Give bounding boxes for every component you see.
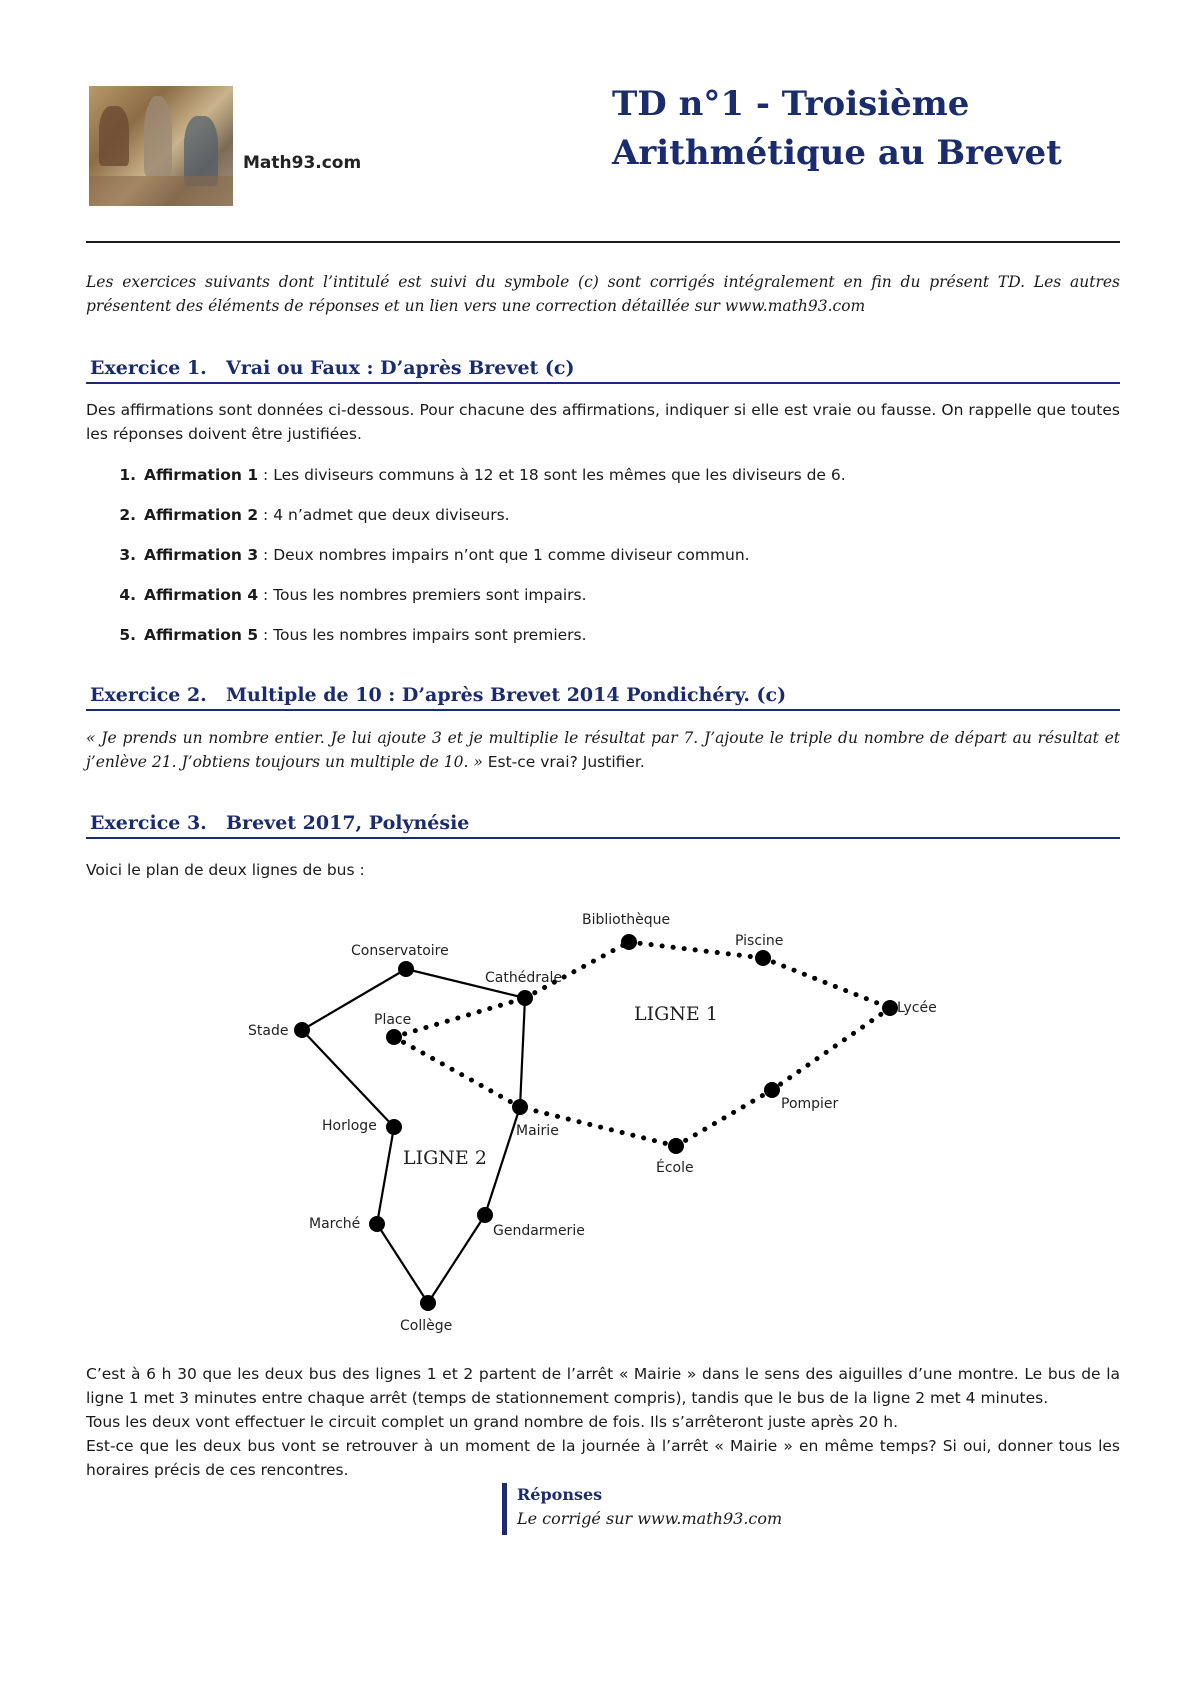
answer-link[interactable]: Le corrigé sur www.math93.com <box>517 1509 783 1528</box>
label-college: Collège <box>400 1318 453 1334</box>
item-label: Affirmation 2 <box>144 506 259 524</box>
stop-cathedrale <box>517 990 533 1006</box>
item-number: 5. <box>119 626 136 644</box>
answer-box <box>502 1483 782 1535</box>
exercise-3-text-2: Tous les deux vont effectuer le circuit complet un grand nombre de fois. Ils s’arrêteront juste après 20 h. <box>86 1413 899 1431</box>
item-number: 3. <box>119 546 136 564</box>
label-conservatoire: Conservatoire <box>351 943 449 959</box>
stop-gendarmerie <box>477 1207 493 1223</box>
exercise-2-heading <box>86 684 1120 711</box>
label-cathedrale: Cathédrale <box>485 970 563 986</box>
exercise-2-quote: « Je prends un nombre entier. Je lui ajoute 3 et je multiplie le résultat par 7. J’ajoute le triple du nombre de départ au résultat et j’enlève 21. J’obtiens toujours un multiple de 10. » <box>86 729 1120 771</box>
item-label: Affirmation 4 <box>144 586 259 604</box>
line-2-label: LIGNE 2 <box>403 1147 487 1169</box>
stop-place <box>386 1029 402 1045</box>
exercise-3-title: Brevet 2017, Polynésie <box>226 812 470 834</box>
label-marche: Marché <box>309 1216 361 1232</box>
item-number: 4. <box>119 586 136 604</box>
stop-ecole <box>668 1138 684 1154</box>
list-item <box>86 463 1120 503</box>
line-2-solid <box>302 969 525 1303</box>
item-text: : Deux nombres impairs n’ont que 1 comme diviseur commun. <box>258 546 750 564</box>
label-lycee: Lycée <box>897 1000 937 1016</box>
line-1-dotted <box>394 942 890 1146</box>
label-place: Place <box>374 1012 412 1028</box>
exercise-1-number: Exercice 1. <box>90 357 207 379</box>
label-pompier: Pompier <box>781 1096 839 1112</box>
title-divider <box>86 241 1120 243</box>
stop-college <box>420 1295 436 1311</box>
item-number: 1. <box>119 466 136 484</box>
exercise-2-number: Exercice 2. <box>90 684 207 706</box>
list-item <box>86 583 1120 623</box>
item-text: : Tous les nombres premiers sont impairs. <box>258 586 587 604</box>
stop-conservatoire <box>398 961 414 977</box>
list-item <box>86 543 1120 583</box>
page-title <box>612 80 1062 179</box>
stop-pompier <box>764 1082 780 1098</box>
stop-horloge <box>386 1119 402 1135</box>
list-item <box>86 503 1120 543</box>
intro-text: Les exercices suivants dont l’intitulé est suivi du symbole (c) sont corrigés intégralement en fin du présent TD. Les autres présentent des éléments de réponses et un lien vers une correction détaillée sur www.math93.com <box>86 273 1120 315</box>
exercise-1-title: Vrai ou Faux : D’après Brevet (c) <box>226 357 575 379</box>
exercise-3-text-3: Est-ce que les deux bus vont se retrouver à un moment de la journée à l’arrêt « Mairie » en même temps? Si oui, donner tous les horaires précis de ces rencontres. <box>86 1437 1120 1479</box>
label-horloge: Horloge <box>322 1118 377 1134</box>
item-text: : Tous les nombres impairs sont premiers. <box>258 626 587 644</box>
exercise-3-number: Exercice 3. <box>90 812 207 834</box>
item-label: Affirmation 5 <box>144 626 259 644</box>
item-text: : Les diviseurs communs à 12 et 18 sont les mêmes que les diviseurs de 6. <box>258 466 846 484</box>
item-label: Affirmation 3 <box>144 546 259 564</box>
affirmation-list <box>86 463 1120 663</box>
stop-marche <box>369 1216 385 1232</box>
exercise-2-title: Multiple de 10 : D’après Brevet 2014 Pondichéry. (c) <box>226 684 787 706</box>
exercise-2-text <box>86 726 1120 774</box>
exercise-3-heading <box>86 812 1120 839</box>
logo-image <box>89 86 233 206</box>
item-number: 2. <box>119 506 136 524</box>
logo-text: Math93.com <box>243 153 362 173</box>
line-1-label: LIGNE 1 <box>634 1003 718 1025</box>
item-text: : 4 n’admet que deux diviseurs. <box>258 506 510 524</box>
item-label: Affirmation 1 <box>144 466 259 484</box>
bus-map <box>0 890 1200 1340</box>
label-ecole: École <box>656 1160 694 1176</box>
stop-piscine <box>755 950 771 966</box>
title-line-1: TD n°1 - Troisième <box>612 84 970 124</box>
label-piscine: Piscine <box>735 933 784 949</box>
stop-mairie <box>512 1099 528 1115</box>
exercise-3-body <box>86 1362 1120 1482</box>
label-stade: Stade <box>248 1023 289 1039</box>
stop-lycee <box>882 1000 898 1016</box>
bus-stops <box>294 934 898 1311</box>
exercise-1-heading <box>86 357 1120 384</box>
answer-title: Réponses <box>517 1485 603 1504</box>
list-item <box>86 623 1120 663</box>
stop-bibliotheque <box>621 934 637 950</box>
exercise-2-question: Est-ce vrai? Justifier. <box>482 753 645 771</box>
title-line-2: Arithmétique au Brevet <box>612 133 1062 174</box>
label-gendarmerie: Gendarmerie <box>493 1223 585 1239</box>
label-mairie: Mairie <box>516 1123 559 1139</box>
exercise-3-intro: Voici le plan de deux lignes de bus : <box>86 861 365 879</box>
exercise-1-statement: Des affirmations sont données ci-dessous. Pour chacune des affirmations, indiquer si elle est vraie ou fausse. On rappelle que toutes les réponses doivent être justifiées. <box>86 401 1120 443</box>
stop-stade <box>294 1022 310 1038</box>
exercise-3-text-1: C’est à 6 h 30 que les deux bus des lignes 1 et 2 partent de l’arrêt « Mairie » dans le sens des aiguilles d’une montre. Le bus de la ligne 1 met 3 minutes entre chaque arrêt (temps de stationnement compris), tandis que le bus de la ligne 2 met 4 minutes. <box>86 1365 1120 1407</box>
label-bibliotheque: Bibliothèque <box>582 912 671 928</box>
